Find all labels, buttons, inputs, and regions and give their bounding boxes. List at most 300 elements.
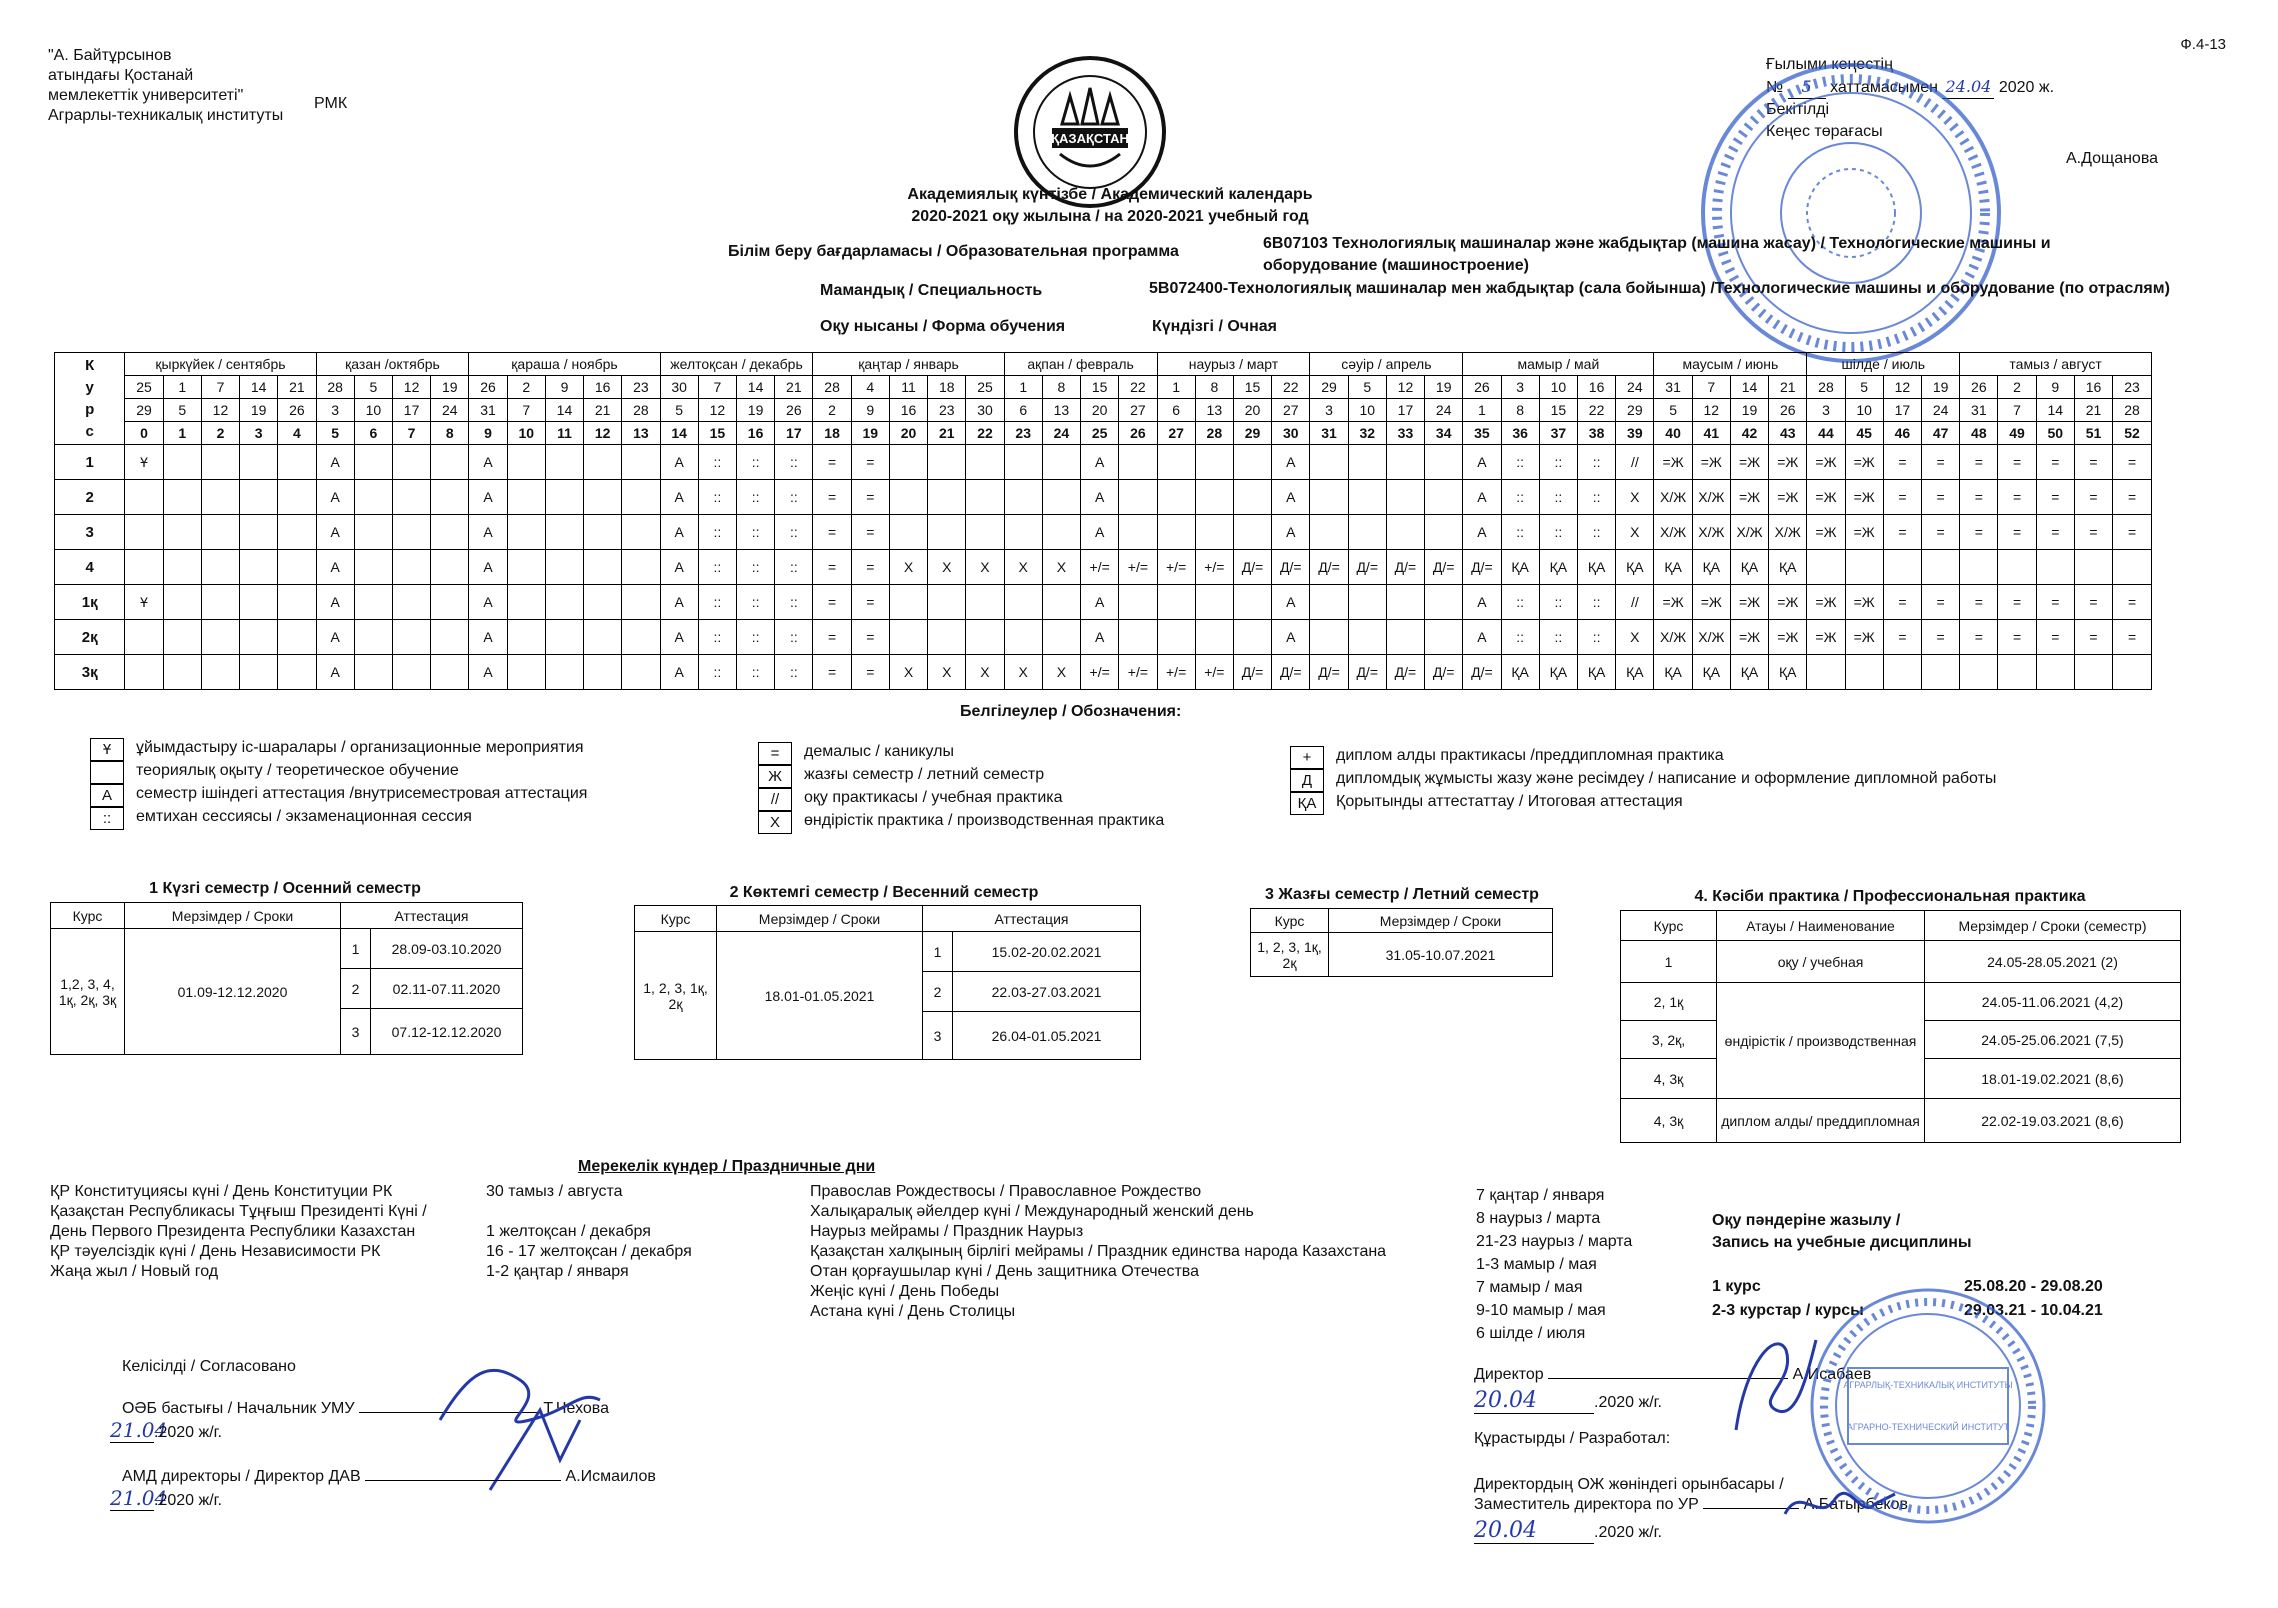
week-number-cell: 8 bbox=[431, 422, 469, 445]
schedule-cell: ҚА bbox=[1769, 550, 1807, 585]
schedule-cell bbox=[354, 620, 392, 655]
schedule-cell bbox=[431, 585, 469, 620]
schedule-cell: Х bbox=[1616, 515, 1654, 550]
schedule-cell: Х/Ж bbox=[1654, 515, 1692, 550]
practice-dates: 24.05-28.05.2021 (2) bbox=[1925, 941, 2181, 983]
schedule-cell: :: bbox=[1501, 585, 1539, 620]
practice-course: 4, 3қ bbox=[1621, 1099, 1717, 1143]
legend-text: семестр ішіндегі аттестация /внутрисеместровая аттестация bbox=[136, 785, 588, 802]
schedule-cell bbox=[1233, 515, 1271, 550]
deputy-date-hand: 20.04 bbox=[1474, 1518, 1594, 1544]
schedule-cell bbox=[2113, 550, 2152, 585]
schedule-cell: :: bbox=[1539, 585, 1577, 620]
week-number-cell: 20 bbox=[889, 422, 927, 445]
schedule-cell: Х bbox=[1042, 550, 1080, 585]
schedule-cell: А bbox=[316, 620, 354, 655]
week-number-cell: 3 bbox=[240, 422, 278, 445]
week-number-cell: 18 bbox=[813, 422, 851, 445]
schedule-cell: Д/= bbox=[1463, 550, 1501, 585]
schedule-cell bbox=[201, 445, 239, 480]
schedule-cell: ҚА bbox=[1539, 550, 1577, 585]
end-day-cell: 26 bbox=[775, 399, 813, 422]
schedule-cell bbox=[1119, 620, 1157, 655]
end-day-cell: 14 bbox=[2036, 399, 2074, 422]
week-number-cell: 44 bbox=[1807, 422, 1845, 445]
start-day-cell: 30 bbox=[660, 376, 698, 399]
start-day-cell: 15 bbox=[1081, 376, 1119, 399]
schedule-cell bbox=[392, 550, 430, 585]
start-day-cell: 22 bbox=[1119, 376, 1157, 399]
director-date-hand: 20.04 bbox=[1474, 1388, 1594, 1414]
week-number-cell: 40 bbox=[1654, 422, 1692, 445]
schedule-cell: Х/Ж bbox=[1692, 515, 1730, 550]
schedule-cell bbox=[966, 620, 1004, 655]
start-day-cell: 28 bbox=[813, 376, 851, 399]
holidays-title: Мерекелік күндер / Праздничные дни bbox=[578, 1158, 876, 1175]
week-number-cell: 30 bbox=[1272, 422, 1310, 445]
start-day-cell: 19 bbox=[431, 376, 469, 399]
start-day-cell: 26 bbox=[469, 376, 507, 399]
holiday-name: Астана күні / День Столицы bbox=[810, 1303, 1016, 1320]
schedule-cell: А bbox=[1081, 445, 1119, 480]
enrollment-title-line: Запись на учебные дисциплины bbox=[1712, 1234, 1972, 1251]
schedule-cell bbox=[1195, 515, 1233, 550]
schedule-cell: А bbox=[1272, 515, 1310, 550]
director-date bbox=[1474, 1388, 1662, 1414]
schedule-cell: Ұ bbox=[125, 445, 163, 480]
schedule-cell bbox=[545, 585, 583, 620]
schedule-cell: :: bbox=[775, 655, 813, 690]
schedule-cell: = bbox=[1998, 620, 2036, 655]
signature-line bbox=[365, 1480, 561, 1481]
umu-date-text: .2020 ж/г. bbox=[154, 1424, 222, 1441]
schedule-cell: = bbox=[1960, 620, 1998, 655]
schedule-cell: :: bbox=[775, 585, 813, 620]
legend-text: өндірістік практика / производственная практика bbox=[804, 812, 1165, 829]
schedule-cell: ҚА bbox=[1501, 550, 1539, 585]
schedule-cell: = bbox=[851, 585, 889, 620]
week-number-cell: 23 bbox=[1004, 422, 1042, 445]
legend-symbol: Д bbox=[1290, 769, 1324, 792]
week-number-cell: 19 bbox=[851, 422, 889, 445]
schedule-cell bbox=[278, 585, 316, 620]
week-number-cell: 45 bbox=[1845, 422, 1883, 445]
end-day-row bbox=[55, 399, 2152, 422]
holiday-date: 1-3 мамыр / мая bbox=[1476, 1256, 1597, 1273]
schedule-cell: = bbox=[1883, 515, 1921, 550]
start-day-cell: 23 bbox=[2113, 376, 2152, 399]
schedule-cell bbox=[1119, 585, 1157, 620]
week-number-cell: 47 bbox=[1922, 422, 1960, 445]
institution-name bbox=[48, 46, 348, 126]
sem1-course: 1,2, 3, 4, 1қ, 2қ, 3қ bbox=[51, 929, 125, 1055]
schedule-cell bbox=[584, 585, 622, 620]
week-number-cell: 49 bbox=[1998, 422, 2036, 445]
schedule-cell: +/= bbox=[1119, 655, 1157, 690]
schedule-cell bbox=[163, 585, 201, 620]
schedule-cell bbox=[431, 620, 469, 655]
week-number-cell: 36 bbox=[1501, 422, 1539, 445]
week-number-cell: 6 bbox=[354, 422, 392, 445]
schedule-cell: :: bbox=[775, 480, 813, 515]
schedule-cell bbox=[1233, 480, 1271, 515]
holiday-date: 7 мамыр / мая bbox=[1476, 1279, 1583, 1296]
start-day-cell: 5 bbox=[1348, 376, 1386, 399]
schedule-cell bbox=[1004, 585, 1042, 620]
schedule-cell bbox=[278, 445, 316, 480]
schedule-cell bbox=[889, 515, 927, 550]
schedule-cell bbox=[354, 515, 392, 550]
practice-dates: 24.05-11.06.2021 (4,2) bbox=[1925, 983, 2181, 1021]
sem1-att-date: 07.12-12.12.2020 bbox=[371, 1009, 523, 1055]
schedule-cell bbox=[1157, 585, 1195, 620]
week-number-cell: 46 bbox=[1883, 422, 1921, 445]
enrollment-title-line: Оқу пәндеріне жазылу / bbox=[1712, 1212, 1901, 1229]
schedule-cell: ҚА bbox=[1692, 550, 1730, 585]
agreed-label: Келісілді / Согласовано bbox=[122, 1358, 296, 1375]
schedule-cell bbox=[1960, 655, 1998, 690]
schedule-cell bbox=[1883, 550, 1921, 585]
week-number-cell: 41 bbox=[1692, 422, 1730, 445]
schedule-cell bbox=[201, 515, 239, 550]
sem2-att-num: 3 bbox=[923, 1012, 953, 1060]
schedule-cell: = bbox=[1998, 585, 2036, 620]
schedule-cell bbox=[392, 585, 430, 620]
schedule-cell: А bbox=[469, 655, 507, 690]
schedule-cell: =Ж bbox=[1807, 445, 1845, 480]
schedule-cell: +/= bbox=[1195, 655, 1233, 690]
sem2-att-num: 1 bbox=[923, 932, 953, 972]
schedule-cell bbox=[507, 480, 545, 515]
week-number-cell: 16 bbox=[736, 422, 774, 445]
schedule-cell: +/= bbox=[1157, 655, 1195, 690]
week-number-cell: 26 bbox=[1119, 422, 1157, 445]
title-line: Академиялық күнтізбе / Академический календарь bbox=[907, 186, 1313, 203]
schedule-cell bbox=[392, 620, 430, 655]
end-day-cell: 3 bbox=[1807, 399, 1845, 422]
schedule-cell bbox=[545, 655, 583, 690]
week-number-cell: 38 bbox=[1577, 422, 1615, 445]
holiday-date: 1 желтоқсан / декабря bbox=[486, 1223, 651, 1240]
deputy-title: Директордың ОЖ жөніндегі орынбасары / bbox=[1474, 1476, 1784, 1493]
schedule-cell bbox=[928, 620, 966, 655]
schedule-cell bbox=[1042, 620, 1080, 655]
legend-text: теориялық оқыту / теоретическое обучение bbox=[136, 762, 459, 779]
week-number-cell: 29 bbox=[1233, 422, 1271, 445]
schedule-cell: А bbox=[660, 550, 698, 585]
schedule-cell: А bbox=[1081, 480, 1119, 515]
schedule-cell bbox=[1883, 655, 1921, 690]
end-day-cell: 8 bbox=[1501, 399, 1539, 422]
end-day-cell: 20 bbox=[1081, 399, 1119, 422]
schedule-cell: =Ж bbox=[1730, 620, 1768, 655]
schedule-cell bbox=[1386, 480, 1424, 515]
schedule-cell bbox=[125, 480, 163, 515]
schedule-cell bbox=[392, 480, 430, 515]
page-title bbox=[760, 184, 1460, 228]
schedule-cell: = bbox=[2113, 620, 2152, 655]
month-cell: қыркүйек / сентябрь bbox=[125, 353, 316, 376]
schedule-cell: Х bbox=[928, 550, 966, 585]
end-day-cell: 7 bbox=[507, 399, 545, 422]
schedule-cell bbox=[1386, 445, 1424, 480]
schedule-cell bbox=[507, 550, 545, 585]
start-day-cell: 10 bbox=[1539, 376, 1577, 399]
schedule-cell: Ұ bbox=[125, 585, 163, 620]
schedule-cell bbox=[966, 515, 1004, 550]
institution-line: "А. Байтұрсынов bbox=[48, 47, 172, 64]
schedule-cell bbox=[1348, 620, 1386, 655]
end-day-cell: 2 bbox=[813, 399, 851, 422]
schedule-cell: =Ж bbox=[1807, 620, 1845, 655]
schedule-cell: Д/= bbox=[1425, 655, 1463, 690]
end-day-cell: 20 bbox=[1233, 399, 1271, 422]
schedule-cell: = bbox=[2074, 480, 2112, 515]
end-day-cell: 5 bbox=[1654, 399, 1692, 422]
schedule-cell: = bbox=[851, 620, 889, 655]
schedule-cell: =Ж bbox=[1807, 480, 1845, 515]
week-number-cell: 17 bbox=[775, 422, 813, 445]
sem2-att-num: 2 bbox=[923, 972, 953, 1012]
week-number-cell: 15 bbox=[698, 422, 736, 445]
sem1-att-date: 28.09-03.10.2020 bbox=[371, 929, 523, 969]
week-number-cell: 50 bbox=[2036, 422, 2074, 445]
schedule-cell: = bbox=[1883, 585, 1921, 620]
sem1-title: 1 Күзгі семестр / Осенний семестр bbox=[149, 880, 421, 897]
schedule-cell: = bbox=[1883, 480, 1921, 515]
start-day-cell: 23 bbox=[622, 376, 660, 399]
schedule-cell: = bbox=[1883, 445, 1921, 480]
schedule-cell: Д/= bbox=[1233, 550, 1271, 585]
schedule-cell bbox=[354, 655, 392, 690]
end-day-cell: 6 bbox=[1157, 399, 1195, 422]
schedule-cell: = bbox=[2074, 620, 2112, 655]
end-day-cell: 24 bbox=[431, 399, 469, 422]
end-day-cell: 29 bbox=[125, 399, 163, 422]
practice-header-course: Курс bbox=[1621, 911, 1717, 941]
end-day-cell: 22 bbox=[1577, 399, 1615, 422]
month-cell: қаңтар / январь bbox=[813, 353, 1004, 376]
schedule-cell: Х bbox=[1004, 655, 1042, 690]
start-day-cell: 21 bbox=[775, 376, 813, 399]
dav-title: АМД директоры / Директор ДАВ bbox=[122, 1468, 361, 1485]
schedule-cell bbox=[278, 550, 316, 585]
week-number-cell: 7 bbox=[392, 422, 430, 445]
approval-number: 5 bbox=[1788, 76, 1826, 99]
schedule-cell: =Ж bbox=[1769, 445, 1807, 480]
schedule-cell: = bbox=[2113, 480, 2152, 515]
schedule-cell: = bbox=[1998, 480, 2036, 515]
schedule-cell: А bbox=[316, 515, 354, 550]
sem3-dates: 31.05-10.07.2021 bbox=[1329, 933, 1553, 977]
end-day-cell: 24 bbox=[1922, 399, 1960, 422]
schedule-cell: ҚА bbox=[1577, 655, 1615, 690]
legend-symbol: :: bbox=[90, 807, 124, 830]
month-row bbox=[55, 353, 2152, 376]
legend-text: демалыс / каникулы bbox=[804, 743, 954, 760]
schedule-cell: :: bbox=[1501, 620, 1539, 655]
month-cell: желтоқсан / декабрь bbox=[660, 353, 813, 376]
schedule-cell: = bbox=[2074, 445, 2112, 480]
start-day-cell: 28 bbox=[316, 376, 354, 399]
legend-symbol: Ұ bbox=[90, 738, 124, 761]
sem1-header-dates: Мерзімдер / Сроки bbox=[125, 903, 341, 929]
schedule-cell: =Ж bbox=[1769, 620, 1807, 655]
legend-symbol: // bbox=[758, 788, 792, 811]
practice-header-dates: Мерзімдер / Сроки (семестр) bbox=[1925, 911, 2181, 941]
sem2-table bbox=[634, 905, 1141, 1060]
schedule-cell: А bbox=[469, 515, 507, 550]
end-day-cell: 29 bbox=[1616, 399, 1654, 422]
institution-rmk: РМК bbox=[314, 95, 348, 112]
schedule-cell bbox=[392, 445, 430, 480]
end-day-cell: 12 bbox=[1692, 399, 1730, 422]
schedule-cell: // bbox=[1616, 445, 1654, 480]
schedule-cell: ҚА bbox=[1501, 655, 1539, 690]
schedule-cell: :: bbox=[1577, 585, 1615, 620]
schedule-cell bbox=[1004, 620, 1042, 655]
schedule-cell bbox=[1845, 550, 1883, 585]
schedule-cell: :: bbox=[736, 550, 774, 585]
program-label: Білім беру бағдарламасы / Образовательная программа bbox=[728, 243, 1179, 260]
schedule-cell: А bbox=[1081, 515, 1119, 550]
schedule-cell bbox=[1845, 655, 1883, 690]
month-cell: тамыз / август bbox=[1960, 353, 2152, 376]
dav-name: А.Исмаилов bbox=[565, 1468, 656, 1485]
start-day-cell: 5 bbox=[354, 376, 392, 399]
schedule-cell: =Ж bbox=[1807, 585, 1845, 620]
end-day-cell: 13 bbox=[1195, 399, 1233, 422]
schedule-cell: ҚА bbox=[1616, 655, 1654, 690]
week-number-cell: 2 bbox=[201, 422, 239, 445]
schedule-cell bbox=[201, 655, 239, 690]
end-day-cell: 26 bbox=[1769, 399, 1807, 422]
practice-dates: 18.01-19.02.2021 (8,6) bbox=[1925, 1059, 2181, 1099]
holiday-date: 6 шілде / июля bbox=[1476, 1325, 1586, 1342]
week-number-cell: 5 bbox=[316, 422, 354, 445]
schedule-cell: :: bbox=[736, 480, 774, 515]
schedule-cell: = bbox=[1960, 480, 1998, 515]
month-cell: мамыр / май bbox=[1463, 353, 1654, 376]
schedule-cell bbox=[1998, 655, 2036, 690]
schedule-cell bbox=[1425, 445, 1463, 480]
week-number-cell: 11 bbox=[545, 422, 583, 445]
schedule-cell: А bbox=[469, 445, 507, 480]
schedule-cell: Х bbox=[1004, 550, 1042, 585]
holiday-name: Қазақстан Республикасы Тұңғыш Президенті Күні / bbox=[50, 1203, 427, 1220]
legend-text: дипломдық жұмысты жазу және ресімдеу / написание и оформление дипломной работы bbox=[1336, 770, 1997, 787]
end-day-cell: 17 bbox=[1883, 399, 1921, 422]
week-number-cell: 4 bbox=[278, 422, 316, 445]
schedule-cell: :: bbox=[775, 445, 813, 480]
deputy-title-2: Заместитель директора по УР bbox=[1474, 1496, 1699, 1513]
schedule-cell: А bbox=[1272, 585, 1310, 620]
institute-stamp-icon bbox=[1808, 1286, 2048, 1526]
schedule-cell bbox=[163, 620, 201, 655]
holidays-right-dates bbox=[1476, 1184, 1696, 1345]
schedule-cell: :: bbox=[698, 445, 736, 480]
schedule-cell: Х bbox=[1616, 620, 1654, 655]
schedule-cell bbox=[240, 515, 278, 550]
schedule-cell bbox=[889, 445, 927, 480]
schedule-cell bbox=[278, 515, 316, 550]
schedule-cell bbox=[1004, 445, 1042, 480]
schedule-cell: = bbox=[1960, 585, 1998, 620]
schedule-cell bbox=[125, 655, 163, 690]
schedule-cell bbox=[1157, 445, 1195, 480]
practice-name: оқу / учебная bbox=[1717, 941, 1925, 983]
week-number-row bbox=[55, 422, 2152, 445]
schedule-cell: А bbox=[660, 655, 698, 690]
umu-title: ОӘБ бастығы / Начальник УМУ bbox=[122, 1400, 355, 1417]
form-code: Ф.4-13 bbox=[2180, 36, 2226, 53]
schedule-cell bbox=[507, 585, 545, 620]
end-day-cell: 5 bbox=[163, 399, 201, 422]
end-day-cell: 27 bbox=[1119, 399, 1157, 422]
deputy-name: А.Батырбеков bbox=[1803, 1496, 1909, 1513]
schedule-cell bbox=[1310, 620, 1348, 655]
sem2-title: 2 Көктемгі семестр / Весенний семестр bbox=[729, 884, 1039, 901]
course-row bbox=[55, 480, 2152, 515]
enrollment-row-label: 2-3 курстар / курсы bbox=[1712, 1302, 1864, 1319]
umu-name: Т.Чехова bbox=[543, 1400, 610, 1417]
start-day-cell: 2 bbox=[1998, 376, 2036, 399]
week-number-cell: 39 bbox=[1616, 422, 1654, 445]
sem1-header-attestation: Аттестация bbox=[341, 903, 523, 929]
end-day-cell: 21 bbox=[2074, 399, 2112, 422]
start-day-cell: 14 bbox=[736, 376, 774, 399]
schedule-cell bbox=[1042, 445, 1080, 480]
start-day-cell: 28 bbox=[1807, 376, 1845, 399]
schedule-cell: ҚА bbox=[1616, 550, 1654, 585]
schedule-cell bbox=[240, 480, 278, 515]
schedule-cell: = bbox=[2036, 480, 2074, 515]
end-day-cell: 12 bbox=[698, 399, 736, 422]
schedule-cell bbox=[1157, 620, 1195, 655]
schedule-cell bbox=[2036, 655, 2074, 690]
schedule-cell bbox=[584, 655, 622, 690]
holiday-name: ҚР тәуелсіздік күні / День Независимости РК bbox=[50, 1243, 381, 1260]
schedule-cell: А bbox=[1272, 620, 1310, 655]
holiday-name: Жеңіс күні / День Победы bbox=[810, 1283, 1000, 1300]
specialty-label: Мамандық / Специальность bbox=[820, 282, 1043, 299]
week-number-cell: 25 bbox=[1081, 422, 1119, 445]
schedule-cell: = bbox=[813, 445, 851, 480]
start-day-cell: 7 bbox=[1692, 376, 1730, 399]
schedule-cell bbox=[1425, 620, 1463, 655]
schedule-cell bbox=[584, 445, 622, 480]
schedule-cell: Х/Ж bbox=[1654, 620, 1692, 655]
sem2-course: 1, 2, 3, 1қ, 2қ bbox=[635, 932, 717, 1060]
director-date-text: .2020 ж/г. bbox=[1594, 1394, 1662, 1411]
end-day-cell: 24 bbox=[1425, 399, 1463, 422]
schedule-cell: Х bbox=[1042, 655, 1080, 690]
enrollment-row-dates: 29.03.21 - 10.04.21 bbox=[1964, 1302, 2103, 1319]
schedule-cell bbox=[1348, 585, 1386, 620]
emblem-text: ҚАЗАҚСТАН bbox=[1051, 131, 1129, 146]
week-number-cell: 43 bbox=[1769, 422, 1807, 445]
schedule-cell: Д/= bbox=[1310, 655, 1348, 690]
holidays-left-dates bbox=[486, 1182, 746, 1282]
schedule-cell bbox=[278, 480, 316, 515]
start-day-cell: 19 bbox=[1425, 376, 1463, 399]
umu-date bbox=[110, 1418, 222, 1443]
schedule-cell: =Ж bbox=[1769, 480, 1807, 515]
schedule-cell bbox=[1425, 585, 1463, 620]
schedule-cell: = bbox=[851, 445, 889, 480]
start-day-cell: 4 bbox=[851, 376, 889, 399]
schedule-cell bbox=[1233, 585, 1271, 620]
